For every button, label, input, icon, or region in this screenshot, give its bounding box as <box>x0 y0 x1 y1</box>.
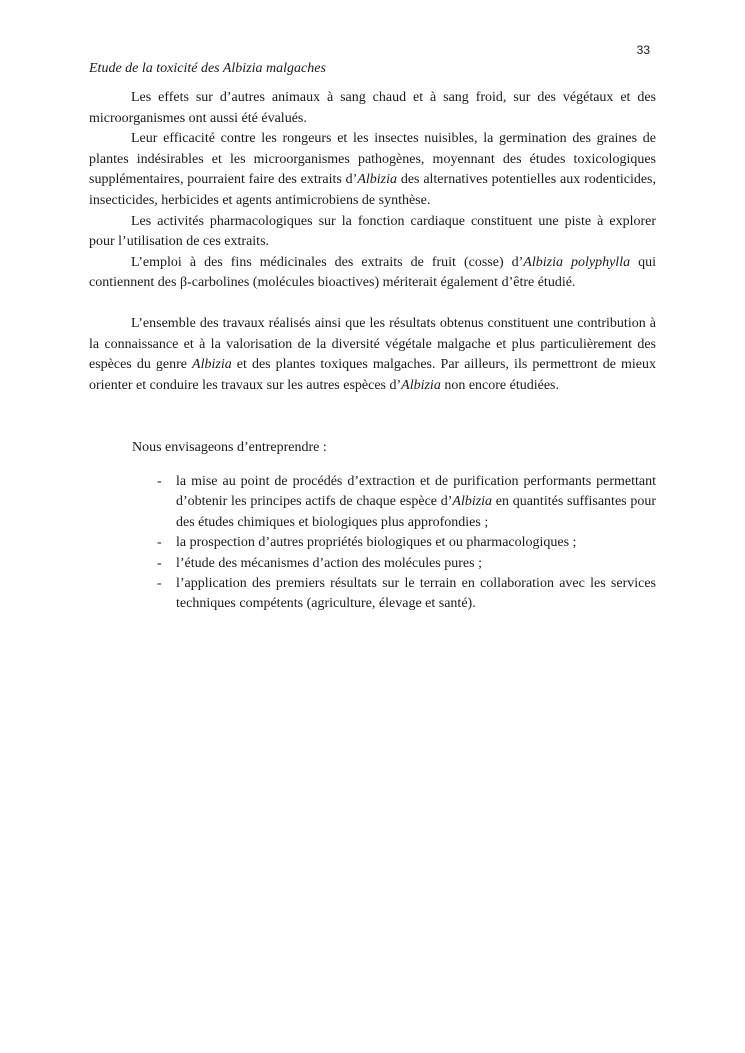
paragraph <box>89 88 656 129</box>
text-run: l’application des premiers résultats sur le terrain en collaboration avec les services techniques compétents (agriculture, élevage et santé). <box>176 576 656 612</box>
species-name: Albizia <box>357 172 397 188</box>
list-item <box>157 574 656 615</box>
text-run: la mise au point de procédés d’extraction et de purification performants permettant d’obtenir les principes actifs de chaque espèce d’ <box>176 474 656 510</box>
text-run: la prospection d’autres propriétés biologiques et ou pharmacologiques ; <box>176 535 577 551</box>
text-run: L’emploi à des fins médicinales des extraits de fruit (cosse) d’ <box>131 254 524 270</box>
paragraph <box>89 212 656 253</box>
text-run: Les effets sur d’autres animaux à sang chaud et à sang froid, sur des végétaux et des microorganismes ont aussi été évalués. <box>89 90 656 126</box>
text-run: l’étude des mécanismes d’action des molécules pures ; <box>176 555 482 571</box>
list-item <box>157 554 656 574</box>
list-intro: Nous envisageons d’entreprendre : <box>132 440 327 455</box>
page-number: 33 <box>636 43 650 57</box>
species-name: Albizia polyphylla <box>523 254 631 270</box>
text-run: Les activités pharmacologiques sur la fonction cardiaque constituent une piste à explorer pour l’utilisation de ces extraits. <box>89 213 656 250</box>
species-name: Albizia <box>401 377 441 393</box>
running-header: Etude de la toxicité des Albizia malgaches <box>89 61 326 76</box>
paragraph <box>89 253 656 294</box>
species-name: Albizia <box>452 494 493 510</box>
paragraph <box>89 314 656 396</box>
text-run: non encore étudiées. <box>440 377 560 393</box>
list-bullet: - <box>157 555 162 571</box>
text-run: et des plantes toxiques malgaches. Par ailleurs, ils permettront de mieux orienter et conduire les travaux sur les autres espèces d’ <box>89 357 657 393</box>
body-text <box>89 88 656 396</box>
list-bullet: - <box>157 474 162 489</box>
text-run: Leur efficacité contre les rongeurs et les insectes nuisibles, la germination des graines de plantes indésirables et les microorganismes pathogènes, moyennant des études toxicologiques supplémentaires, pourraient faire des extraits d’ <box>89 131 656 188</box>
list-item <box>157 472 656 533</box>
action-list <box>157 472 656 615</box>
text-run: L’ensemble des travaux réalisés ainsi que les résultats obtenus constituent une contribution à la connaissance et à la valorisation de la diversité végétale malgache et plus particulièrement des espèces du genre <box>89 315 656 373</box>
species-name: Albizia <box>192 357 232 373</box>
paragraph <box>89 129 656 211</box>
text-run: qui contiennent des β-carbolines (molécules bioactives) mériterait également d’être étudié. <box>89 254 657 291</box>
text-run: des alternatives potentielles aux rodenticides, insecticides, herbicides et agents antimicrobiens de synthèse. <box>89 172 656 208</box>
text-run: en quantités suffisantes pour des études chimiques et biologiques plus approfondies ; <box>176 494 656 530</box>
list-bullet: - <box>157 576 162 592</box>
list-bullet: - <box>157 535 162 551</box>
list-item <box>157 533 656 553</box>
